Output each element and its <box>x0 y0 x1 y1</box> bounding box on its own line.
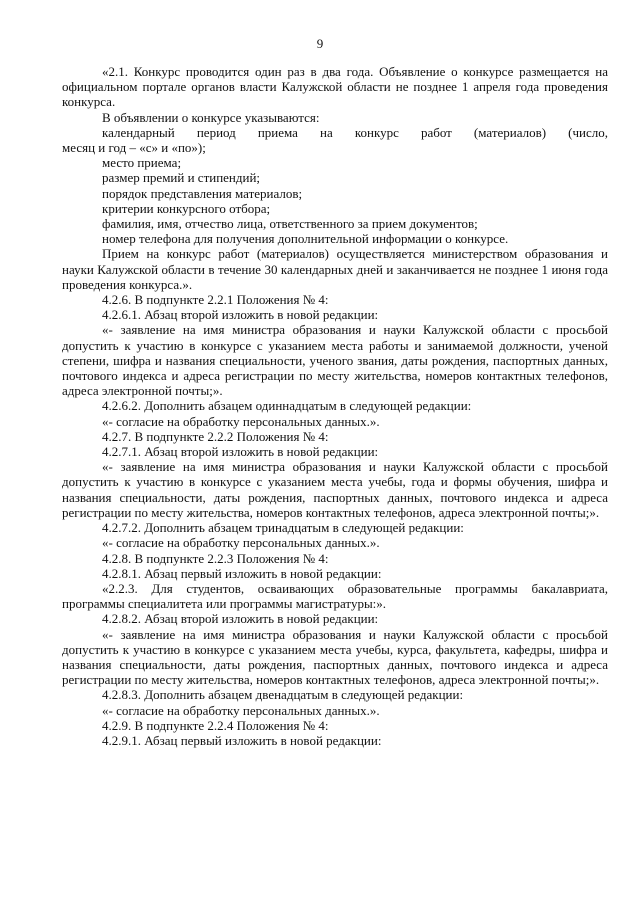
page-number: 9 <box>316 36 324 51</box>
paragraph: номер телефона для получения дополнительной информации о конкурсе. <box>102 231 509 247</box>
paragraph: размер премий и стипендий; <box>102 170 261 186</box>
paragraph: 4.2.7. В подпункте 2.2.2 Положения № 4: <box>102 428 329 444</box>
paragraph: «- согласие на обработку персональных данных.». <box>102 535 380 551</box>
paragraph: 4.2.6. В подпункте 2.2.1 Положения № 4: <box>102 292 329 308</box>
paragraph: 4.2.6.2. Дополнить абзацем одиннадцатым в следующей редакции: <box>102 398 472 414</box>
paragraph: В объявлении о конкурсе указываются: <box>102 109 320 125</box>
paragraph: 4.2.8.2. Абзац второй изложить в новой редакции: <box>102 611 379 627</box>
paragraph: «2.1. Конкурс проводится один раз в два года. Объявление о конкурсе размещается на официальном портале органов власти Калужской области не позднее 1 апреля года проведения конкурса. <box>62 64 608 110</box>
paragraph: 4.2.7.2. Дополнить абзацем тринадцатым в следующей редакции: <box>102 520 464 536</box>
paragraph: «- заявление на имя министра образования и науки Калужской области с просьбой допустить к участию в конкурсе с указанием места учебы, курса, факультета, кафедры, шифра и названия специальности, даты рождения, паспортных данных, почтового индекса и адреса регистрации по месту жительства, номеров контактных телефонов, адреса электронной почты;». <box>62 626 608 688</box>
paragraph: «- согласие на обработку персональных данных.». <box>102 702 380 718</box>
paragraph: фамилия, имя, отчество лица, ответственного за прием документов; <box>102 216 478 232</box>
paragraph: «- согласие на обработку персональных данных.». <box>102 413 380 429</box>
paragraph: 4.2.6.1. Абзац второй изложить в новой редакции: <box>102 307 379 323</box>
paragraph: критерии конкурсного отбора; <box>102 200 271 216</box>
paragraph: Прием на конкурс работ (материалов) осуществляется министерством образования и науки Калужской области в течение 30 календарных дней и заканчивается не позднее 1 июня года проведения конкурса.». <box>62 246 608 292</box>
paragraph: 4.2.8. В подпункте 2.2.3 Положения № 4: <box>102 550 329 566</box>
paragraph: календарный период приема на конкурс работ (материалов) (число, <box>102 124 608 140</box>
paragraph: 4.2.7.1. Абзац второй изложить в новой редакции: <box>102 444 379 460</box>
paragraph: порядок представления материалов; <box>102 185 303 201</box>
paragraph: 4.2.9.1. Абзац первый изложить в новой редакции: <box>102 732 382 748</box>
paragraph: «- заявление на имя министра образования и науки Калужской области с просьбой допустить к участию в конкурсе с указанием места работы и занимаемой должности, ученой степени, шифра и названия специальности, ученого звания, даты рождения, паспортных данных, почтового индекса и адреса регистрации по месту жительства, номеров контактных телефонов, адреса электронной почты;». <box>62 322 608 399</box>
paragraph: «2.2.3. Для студентов, осваивающих образовательные программы бакалавриата, программы специалитета или программы магистратуры:». <box>62 580 608 612</box>
paragraph: 4.2.9. В подпункте 2.2.4 Положения № 4: <box>102 717 329 733</box>
document-body <box>62 64 608 748</box>
paragraph: место приема; <box>102 155 182 171</box>
paragraph: 4.2.8.3. Дополнить абзацем двенадцатым в следующей редакции: <box>102 687 464 703</box>
paragraph: месяц и год – «с» и «по»); <box>62 140 206 156</box>
paragraph: 4.2.8.1. Абзац первый изложить в новой редакции: <box>102 565 382 581</box>
paragraph: «- заявление на имя министра образования и науки Калужской области с просьбой допустить к участию в конкурсе с указанием места учебы, года и формы обучения, шифра и названия специальности, даты рождения, паспортных данных, почтового индекса и адреса регистрации по месту жительства, номеров контактных телефонов, адреса электронной почты;». <box>62 459 608 520</box>
